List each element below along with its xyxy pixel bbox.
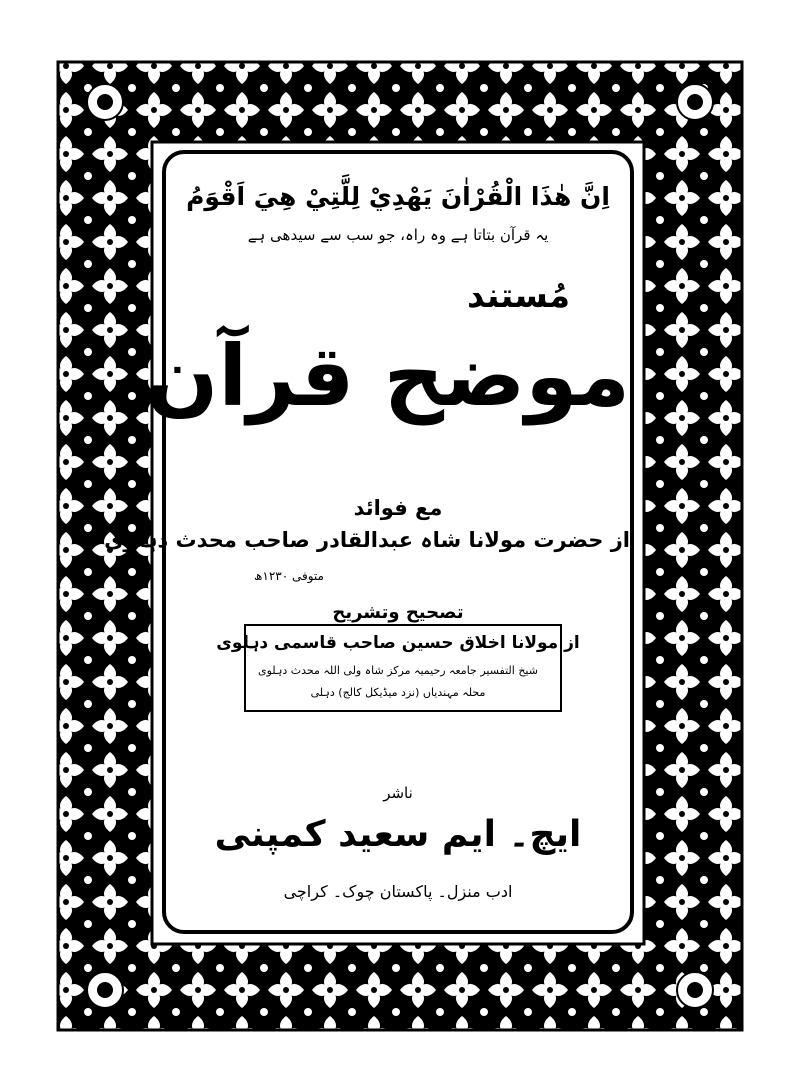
death-note: متوفی ۱۲۳۰ھ — [254, 569, 324, 583]
corrector-name: از مولانا اخلاق حسین صاحب قاسمی دہلوی — [216, 633, 580, 653]
book-title: موضح قرآن — [146, 327, 630, 425]
publisher-address: ادب منزل۔ پاکستان چوک۔ کراچی — [283, 882, 513, 901]
publisher-name: ایچ۔ ایم سعید کمپنی — [214, 814, 582, 855]
author-line: از حضرت مولانا شاہ عبدالقادر صاحب محدث دہلوی — [104, 528, 630, 552]
mustanad-label: مُستند — [466, 276, 570, 316]
quran-verse: اِنَّ هٰذَا الْقُرْاٰنَ يَهْدِيْ لِلَّتِيْ هِيَ اَقْوَمُ — [186, 182, 610, 211]
corrector-address: محلہ مہندیاں (نزد میڈیکل کالج) دہلی — [310, 686, 486, 699]
publisher-label: ناشر — [383, 784, 413, 802]
center-panel — [104, 150, 634, 934]
corrector-title: شیخ التفسیر جامعہ رحیمیہ مرکز شاہ ولی اللہ محدث دہلوی — [258, 664, 538, 677]
with-notes-label: مع فوائد — [353, 496, 443, 520]
verse-translation: یہ قرآن بتاتا ہے وہ راہ، جو سب سے سیدھی ہے — [247, 226, 549, 244]
correction-heading: تصحیح وتشریح — [332, 602, 464, 623]
